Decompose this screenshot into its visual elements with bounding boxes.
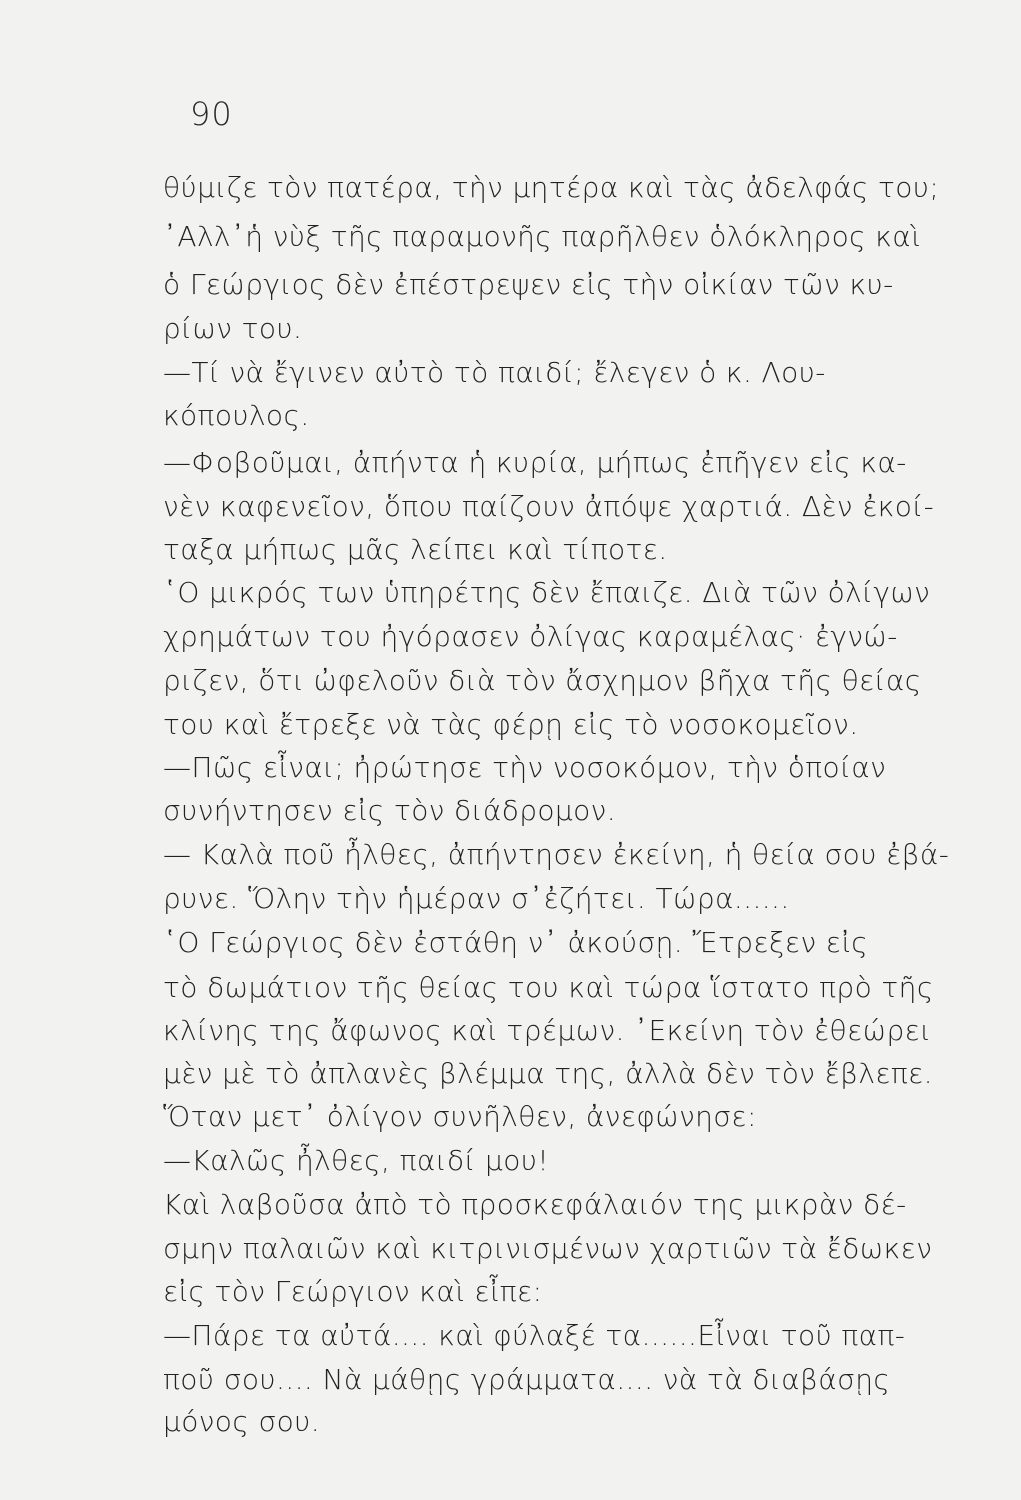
text-line: σμην παλαιῶν καὶ κιτρινισμένων χαρτιῶν τὰ ἔδωκεν xyxy=(163,1232,933,1265)
text-line: —Φοβοῦμαι, ἀπήντα ἡ κυρία, μήπως ἐπῆγεν εἰς κα- xyxy=(163,446,907,479)
page-number: 90 xyxy=(190,95,233,133)
text-line: —Καλῶς ἦλθες, παιδί μου! xyxy=(163,1144,549,1177)
text-line: ρίων του. xyxy=(163,312,303,345)
text-line: —Τί νὰ ἔγινεν αὐτὸ τὸ παιδί; ἔλεγεν ὁ κ. Λου- xyxy=(163,356,826,389)
text-line: ταξα μήπως μᾶς λείπει καὶ τίποτε. xyxy=(163,533,668,566)
text-line: ὁ Γεώργιος δὲν ἐπέστρεψεν εἰς τὴν οἰκίαν τῶν κυ- xyxy=(163,268,894,301)
text-line: Ὅταν μετ᾿ ὀλίγον συνῆλθεν, ἀνεφώνησε: xyxy=(163,1100,757,1133)
text-line: κόπουλος. xyxy=(163,399,310,432)
text-line: τὸ δωμάτιον τῆς θείας του καὶ τώρα ἵστατο πρὸ τῆς xyxy=(163,971,934,1004)
text-line: —Πῶς εἶναι; ἠρώτησε τὴν νοσοκόμον, τὴν ὁποίαν xyxy=(163,751,887,784)
text-line: — Καλὰ ποῦ ἦλθες, ἀπήντησεν ἐκείνη, ἡ θεία σου ἐβά- xyxy=(163,838,950,871)
text-line: νὲν καφενεῖον, ὅπου παίζουν ἀπόψε χαρτιά. Δὲν ἐκοί- xyxy=(163,490,935,523)
text-line: —Πάρε τα αὐτά.... καὶ φύλαξέ τα......Εἶναι τοῦ παπ- xyxy=(163,1319,906,1352)
text-line: μὲν μὲ τὸ ἀπλανὲς βλέμμα της, ἀλλὰ δὲν τὸν ἔβλεπε. xyxy=(163,1057,933,1090)
text-line: Καὶ λαβοῦσα ἀπὸ τὸ προσκεφάλαιόν της μικρὰν δέ- xyxy=(163,1188,907,1221)
text-line: ριζεν, ὅτι ὠφελοῦν διὰ τὸν ἄσχημον βῆχα τῆς θείας xyxy=(163,664,922,697)
text-line: ρυνε. Ὅλην τὴν ἡμέραν σ᾿ἐζήτει. Τώρα...... xyxy=(163,882,790,915)
text-line: του καὶ ἔτρεξε νὰ τὰς φέρῃ εἰς τὸ νοσοκομεῖον. xyxy=(163,708,859,741)
text-line: ῾Ο μικρός των ὑπηρέτης δὲν ἔπαιζε. Διὰ τῶν ὀλίγων xyxy=(163,576,931,609)
text-line: θύμιζε τὸν πατέρα, τὴν μητέρα καὶ τὰς ἀδελφάς του; xyxy=(163,171,940,204)
text-line: εἰς τὸν Γεώργιον καὶ εἶπε: xyxy=(163,1275,543,1308)
text-line: ᾿Αλλ᾿ἡ νὺξ τῆς παραμονῆς παρῆλθεν ὁλόκληρος καὶ xyxy=(163,220,922,253)
text-line: μόνος σου. xyxy=(163,1405,321,1438)
text-line: κλίνης της ἄφωνος καὶ τρέμων. ᾿Εκείνη τὸν ἐθεώρει xyxy=(163,1014,932,1047)
text-line: ῾Ο Γεώργιος δὲν ἐστάθη ν᾿ ἀκούσῃ. Ἔτρεξεν εἰς xyxy=(163,926,869,959)
text-line: ποῦ σου.... Νὰ μάθῃς γράμματα.... νὰ τὰ διαβάσῃς xyxy=(163,1363,891,1396)
text-line: χρημάτων του ἠγόρασεν ὀλίγας καραμέλας· ἐγνώ- xyxy=(163,620,898,653)
text-line: συνήντησεν εἰς τὸν διάδρομον. xyxy=(163,794,617,827)
